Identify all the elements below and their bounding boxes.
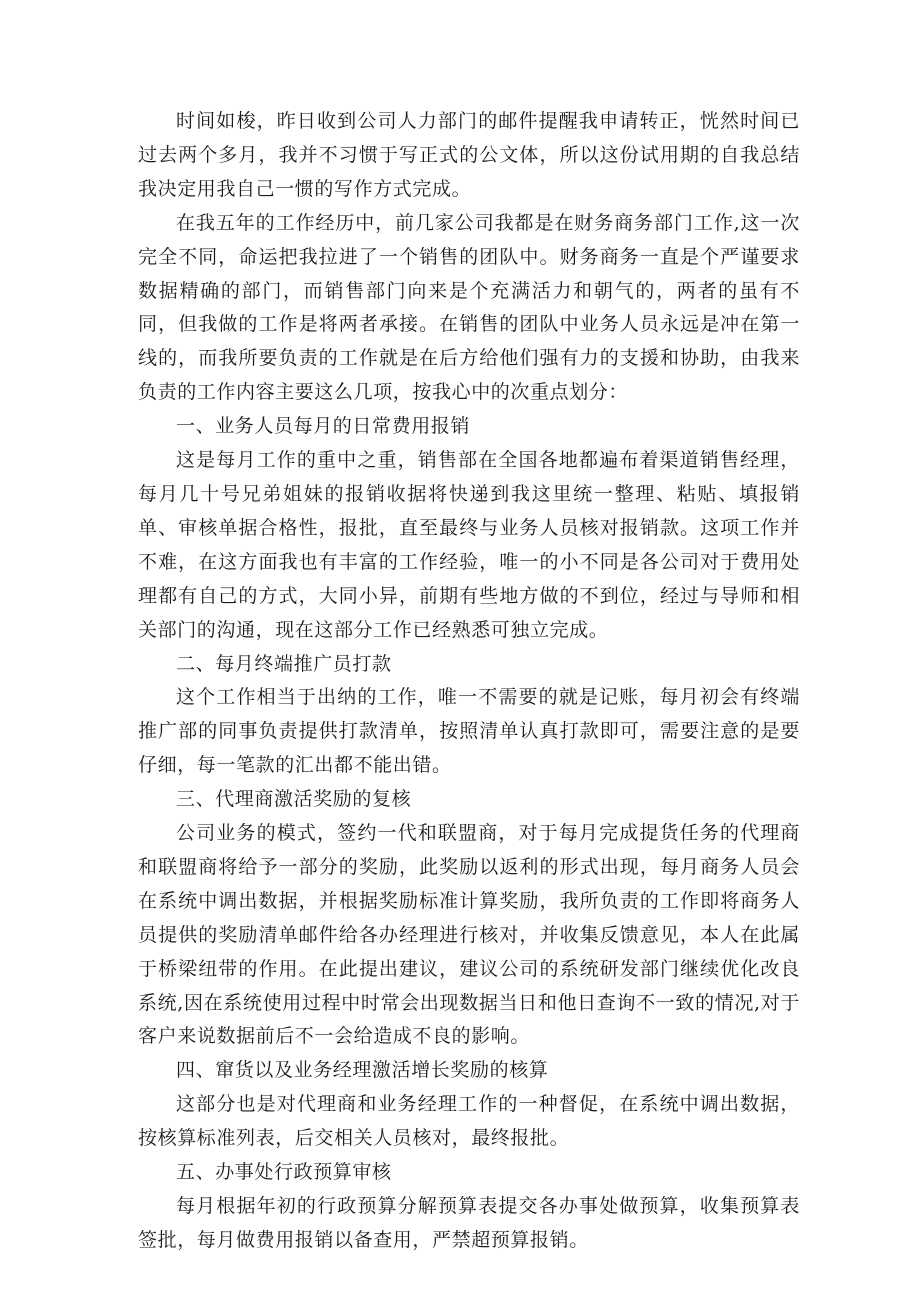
section-heading-5: 五、办事处行政预算审核 <box>176 1161 392 1184</box>
paragraph-section-2: 这个工作相当于出纳的工作，唯一不需要的就是记账，每月初会有终端推广部的同事负责提供打款清单，按照清单认真打款即可，需要注意的是要仔细，每一笔款的汇出都不能出错。 <box>138 686 800 777</box>
section-heading-1: 一、业务人员每月的日常费用报销 <box>176 415 471 438</box>
paragraph-section-5: 每月根据年初的行政预算分解预算表提交各办事处做预算，收集预算表签批，每月做费用报销以备查用，严禁超预算报销。 <box>138 1195 800 1251</box>
paragraph-section-3: 公司业务的模式，签约一代和联盟商，对于每月完成提货任务的代理商和联盟商将给予一部分的奖励，此奖励以返利的形式出现，每月商务人员会在系统中调出数据，并根据奖励标准计算奖励，我所负责的工作即将商务人员提供的奖励清单邮件给各办经理进行核对，并收集反馈意见，本人在此属于桥梁纽带的作用。在此提出建议，建议公司的系统研发部门继续优化改良系统,因在系统使用过程中时常会出现数据当日和他日查询不一致的情况,对于客户来说数据前后不一会给造成不良的影响。 <box>138 822 800 1048</box>
paragraph-section-4: 这部分也是对代理商和业务经理工作的一种督促，在系统中调出数据，按核算标准列表，后交相关人员核对，最终报批。 <box>138 1093 800 1150</box>
document-body <box>138 105 800 1258</box>
section-heading-4: 四、窜货以及业务经理激活增长奖励的核算 <box>176 1059 549 1082</box>
section-heading-3: 三、代理商激活奖励的复核 <box>176 788 412 811</box>
paragraph-intro: 时间如梭，昨日收到公司人力部门的邮件提醒我申请转正，恍然时间已过去两个多月，我并不习惯于写正式的公文体，所以这份试用期的自我总结我决定用我自己一惯的写作方式完成。 <box>138 110 800 200</box>
paragraph-background: 在我五年的工作经历中，前几家公司我都是在财务商务部门工作,这一次完全不同，命运把我拉进了一个销售的团队中。财务商务一直是个严谨要求数据精确的部门，而销售部门向来是个充满活力和朝气的，两者的虽有不同，但我做的工作是将两者承接。在销售的团队中业务人员永远是冲在第一线的，而我所要负责的工作就是在后方给他们强有力的支援和协助，由我来负责的工作内容主要这么几项，按我心中的次重点划分： <box>138 211 800 404</box>
paragraph-section-1: 这是每月工作的重中之重，销售部在全国各地都遍布着渠道销售经理，每月几十号兄弟姐妹的报销收据将快递到我这里统一整理、粘贴、填报销单、审核单据合格性，报批，直至最终与业务人员核对报销款。这项工作并不难，在这方面我也有丰富的工作经验，唯一的小不同是各公司对于费用处理都有自己的方式，大同小异，前期有些地方做的不到位，经过与导师和相关部门的沟通，现在这部分工作已经熟悉可独立完成。 <box>138 449 800 641</box>
section-heading-2: 二、每月终端推广员打款 <box>176 652 392 675</box>
